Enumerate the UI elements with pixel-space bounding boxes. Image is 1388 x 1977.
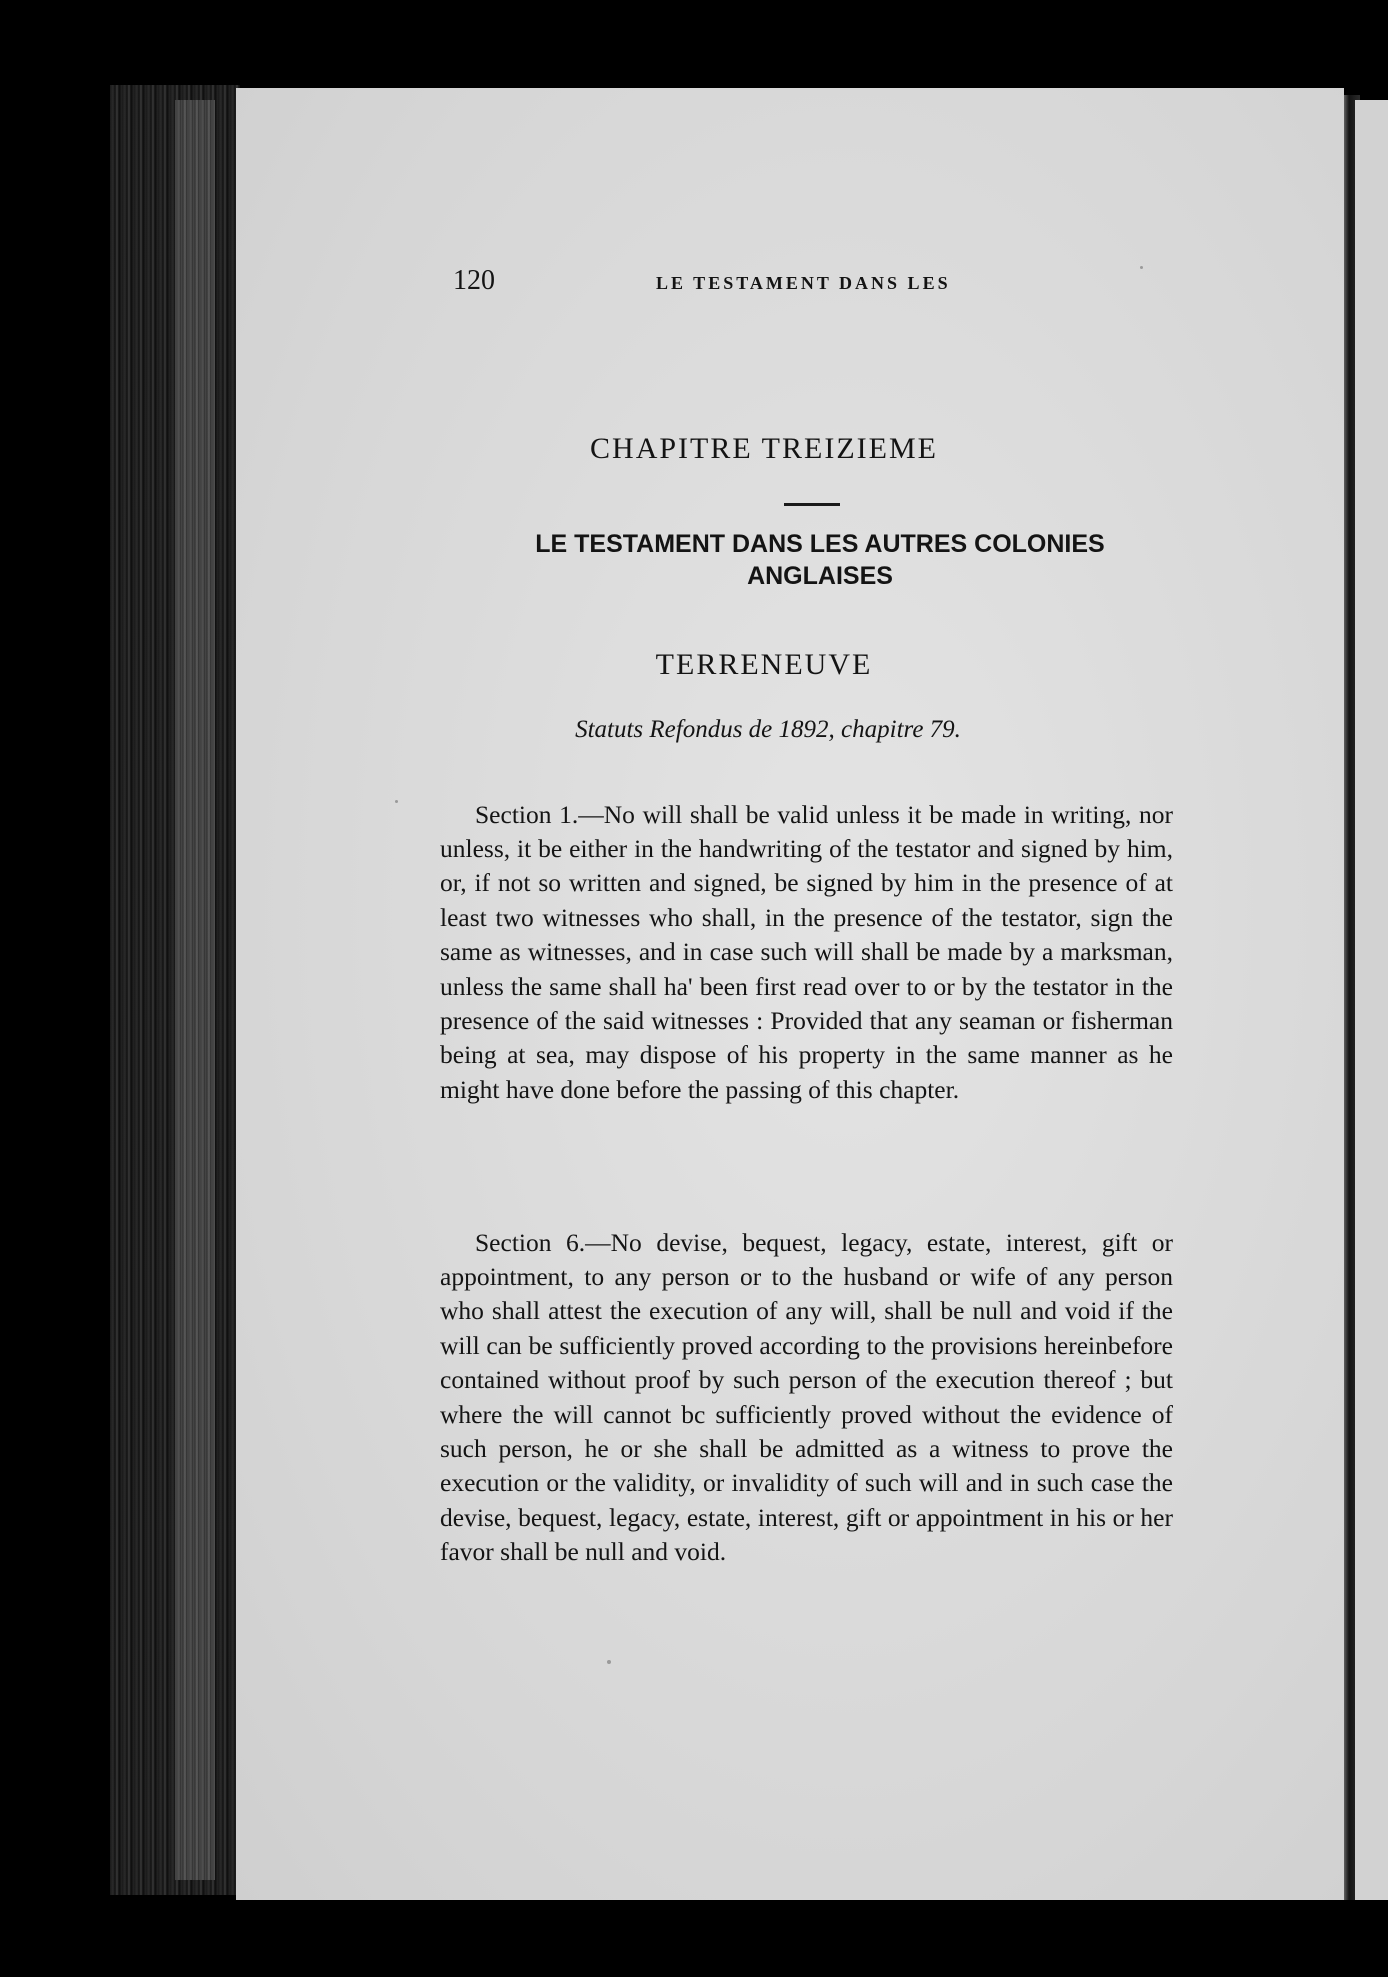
section-heading: TERRENEUVE [655,648,873,681]
paragraph-section-1: Section 1.—No will shall be valid unless it be made in writing, nor unless, it be either in the handwriting of the testator and signed by him, or, if not so written and signed, be signed by him in the presence of at least two witnesses who shall, in the presence of the testator, sign the same as witnesses, and in case such will shall be made by a marksman, unless the same shall ha' been first read over to or by the testator in the presence of the said witnesses : Provided that any seaman or fisherman being at sea, may dispose of his property in the same manner as he might have done before the passing of this chapter. [440,799,1173,1104]
page-edges [175,100,215,1880]
speck [395,800,398,803]
main-title: LE TESTAMENT DANS LES AUTRES COLONIES ANGLAISES [535,530,1105,590]
chapter-title: CHAPITRE TREIZIEME [590,432,938,465]
facing-page-edge [1355,100,1388,1900]
speck [1140,266,1143,269]
statute-citation: Statuts Refondus de 1892, chapitre 79. [575,716,961,743]
title-rule [784,503,840,506]
speck [607,1660,611,1664]
running-head: LE TESTAMENT DANS LES [656,273,951,293]
paragraph-section-6: Section 6.—No devise, bequest, legacy, estate, interest, gift or appointment, to any person or to the husband or wife of any person who shall attest the execution of any will, shall be null and void if the will can be sufficiently proved according to the provisions hereinbefore contained without proof by such person of the execution thereof ; but where the will cannot bc sufficiently proved without the evidence of such person, he or she shall be admitted as a witness to prove the execution or the validity, or invalidity of such will and in such case the devise, bequest, legacy, estate, interest, gift or appointment in his or her favor shall be null and void. [440,1227,1173,1567]
page-number: 120 [453,265,495,296]
